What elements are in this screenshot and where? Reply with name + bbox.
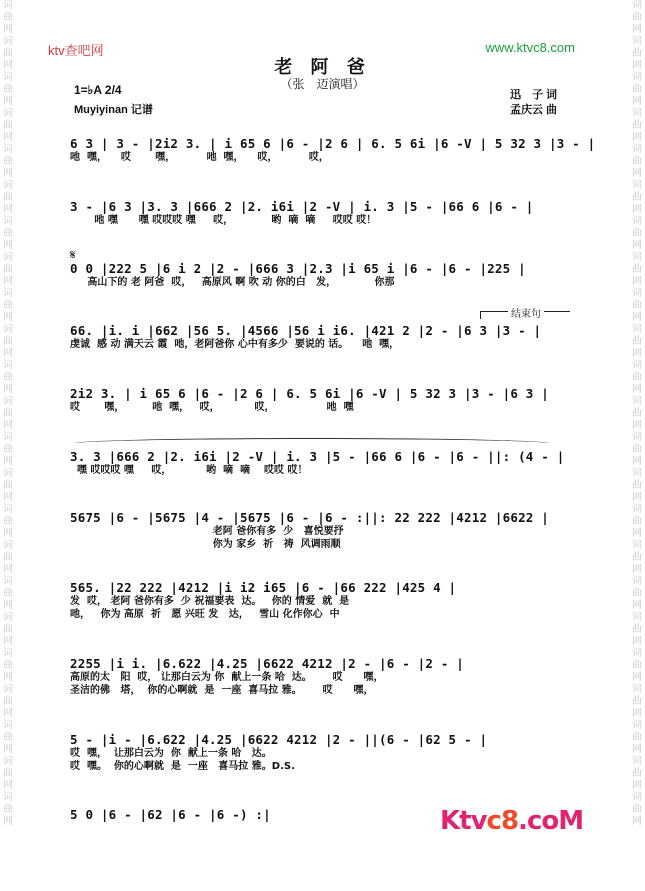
logo-com: .coM [518, 806, 584, 836]
lyrics-line: 哎 嘿， 吔 嘿， 哎， 哎， 吔 嘿 [70, 402, 354, 413]
notes-line: 2i2 3. | i 65 6 |6 - |2 6 | 6. 5 6i |6 -V | 5 32 3 |3 - |6 3 | [70, 386, 549, 401]
score-row-7 [70, 511, 574, 551]
ending-label: 结束句 [508, 305, 544, 320]
notes-line: 3 - |6 3 |3. 3 |666 2 |2. i6i |2 -V | i. 3 |5 - |66 6 |6 - | [70, 199, 534, 214]
recorder-credit: Muyiyinan 记谱 [74, 104, 153, 116]
lyrics-line-2: 你为 家乡 祈 祷 风调雨顺 [70, 539, 341, 550]
lyrics-line-2: 圣洁的佛 塔， 你的心啊就 是 一座 喜马拉 雅。 哎 嘿， [70, 685, 374, 696]
lyrics-line: 高山下的 老 阿爸 哎， 高原风 啊 吹 动 你的白 发， 你那 [70, 277, 395, 288]
watermark-right: 词 曲 网 词 曲 网 词 曲 网 词 曲 网 词 曲 网 词 曲 网 词 曲 网 词 曲 网 词 曲 网 词 曲 网 词 曲 网 词 曲 网 词 曲 网 词 曲 网 词 曲 网 词 曲 网 词 曲 网 词 曲 网 词 曲 网 词 曲 网 词 曲 网 词 曲 网 词 曲 网 [632, 0, 642, 827]
lyrics-line: 吔 嘿 嘿 哎哎哎 嘿 哎， 哟 嘀 嘀 哎哎 哎！ [70, 215, 377, 226]
song-title: 老 阿 爸 [274, 57, 371, 78]
logo-tv: tv [459, 806, 487, 836]
score-row-2 [70, 200, 574, 227]
score-row-8 [70, 581, 574, 621]
score-row-5 [70, 387, 574, 414]
singer-credit: （张 迈演唱） [280, 77, 365, 91]
lyricist-credit: 迅 子 词 [510, 89, 558, 101]
notes-line: 6 3 | 3 - |2i2 3. | i 65 6 |6 - |2 6 | 6. 5 6i |6 -V | 5 32 3 |3 - | [70, 136, 596, 151]
score-row-4 [70, 324, 574, 351]
notes-line: 5 0 |6 - |62 |6 - |6 -) :| [70, 807, 271, 822]
score-row-10 [70, 733, 574, 773]
site-name-left[interactable]: ktv查吧网 [48, 43, 104, 58]
lyrics-line-2: 吔， 你为 高原 祈 愿 兴旺 发 达， 雪山 化作你心 中 [70, 609, 340, 620]
score-row-1 [70, 136, 596, 164]
logo-k: K [440, 806, 460, 836]
lyrics-line: 老阿 爸你有多 少 喜悦要抒 [70, 526, 344, 537]
ktvc8-logo[interactable] [440, 806, 583, 836]
notes-line: 66. |i. i |662 |56 5. |4566 |56 i i6. |421 2 |2 - |6 3 |3 - | [70, 323, 542, 338]
composer-credit: 孟庆云 曲 [510, 104, 558, 116]
site-url-right[interactable]: www.ktvc8.com [485, 40, 575, 55]
ending-bracket-hook [480, 311, 481, 319]
lyrics-line: 高原的太 阳 哎， 让那白云为 你 献上一条 哈 达。 哎 嘿， [70, 672, 384, 683]
score-row-9 [70, 657, 574, 697]
lyrics-line-2: 哎 嘿。 你的心啊就 是 一座 喜马拉 雅。D.S. [70, 761, 295, 772]
lyrics-line: 发 哎， 老阿 爸你有多 少 祝福要表 达。 你的 情爱 就 是 [70, 596, 350, 607]
notes-line: 3. 3 |666 2 |2. i6i |2 -V | i. 3 |5 - |66 6 |6 - |6 - ||: (4 - | [70, 449, 565, 464]
lyrics-line: 嘿 哎哎哎 嘿 哎， 哟 嘀 嘀 哎哎 哎！ [70, 465, 308, 476]
score-row-6 [70, 450, 574, 477]
lyrics-line: 吔 嘿， 哎 嘿， 吔 嘿， 哎， 哎， [70, 152, 329, 163]
notes-line: 0 0 |222 5 |6 i 2 |2 - |666 3 |2.3 |i 65 i |6 - |6 - |225 | [70, 261, 526, 276]
long-slur-icon [74, 438, 550, 449]
watermark-left: 词 曲 网 词 曲 网 词 曲 网 词 曲 网 词 曲 网 词 曲 网 词 曲 网 词 曲 网 词 曲 网 词 曲 网 词 曲 网 词 曲 网 词 曲 网 词 曲 网 词 曲 网 词 曲 网 词 曲 网 词 曲 网 词 曲 网 词 曲 网 词 曲 网 词 曲 网 词 曲 网 [3, 0, 13, 827]
notes-line: 565. |22 222 |4212 |i i2 i65 |6 - |66 222 |425 4 | [70, 580, 457, 595]
notes-line: 5675 |6 - |5675 |4 - |5675 |6 - |6 - :||: 22 222 |4212 |6622 | [70, 510, 549, 525]
key-signature: 1=♭A 2/4 [74, 83, 122, 97]
score-row-3 [70, 262, 574, 289]
notes-line: 5 - |i - |6.622 |4.25 |6622 4212 |2 - ||(6 - |62 5 - | [70, 732, 488, 747]
notes-line: 2255 |i i. |6.622 |4.25 |6622 4212 |2 - |6 - |2 - | [70, 656, 465, 671]
lyrics-line: 虔诚 感 动 满天云 霞 吔，老阿爸你 心中有多少 要说的 话。 吔 嘿， [70, 339, 400, 350]
lyrics-line: 哎 嘿， 让那白云为 你 献上一条 哈 达。 [70, 748, 272, 759]
segno-mark-icon: 𝄋 [70, 247, 76, 262]
logo-c8: c8 [486, 806, 519, 836]
